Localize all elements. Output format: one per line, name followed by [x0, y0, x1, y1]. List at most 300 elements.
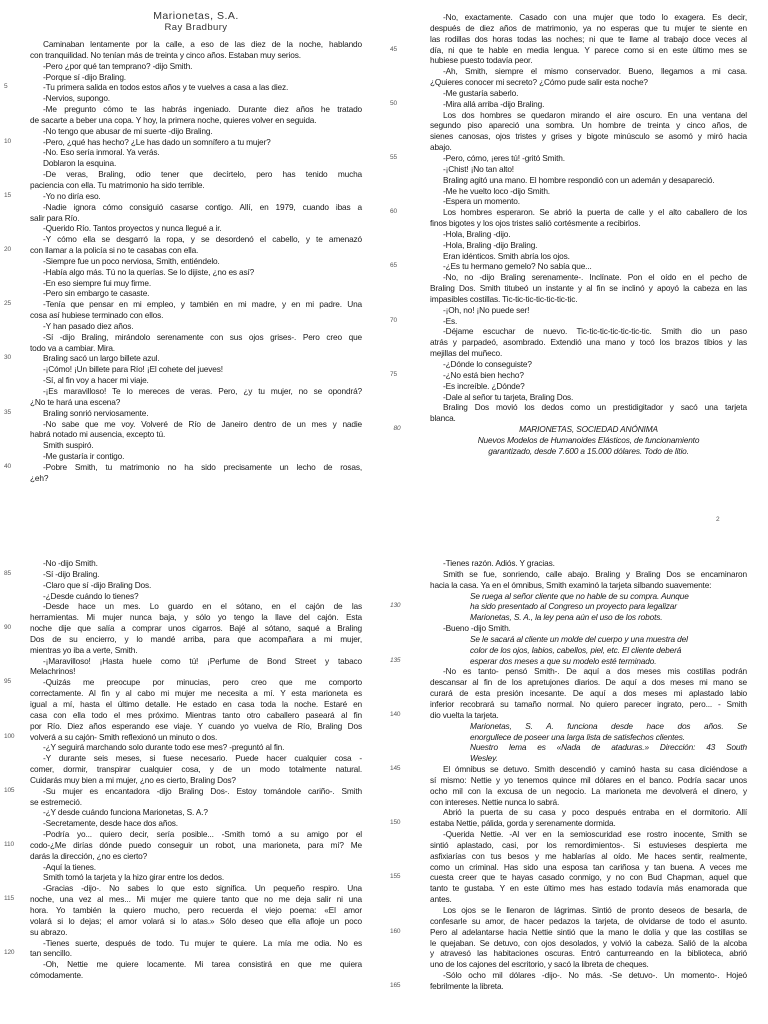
- line-text: casa con ella todo el mes próximo. Mientras tanto otro caballero paseará al fin: [30, 709, 362, 720]
- text-line: [393, 424, 747, 435]
- line-text: -Porque sí -dijo Braling.: [43, 71, 126, 82]
- text-line: [430, 948, 747, 959]
- line-text: Smith suspiró.: [43, 440, 94, 451]
- line-text: noche dije que salía a comprar unos cigarros. Bajé al sótano, saqué a Braling: [30, 623, 362, 634]
- text-line: [430, 402, 747, 413]
- line-text: y atravesó las habitaciones oscuras. Entró canturreando en la biblioteca, abrió: [430, 948, 747, 959]
- line-text: su abrazo.: [30, 926, 68, 937]
- line-text: -Pobre Smith, tu matrimonio no ha sido precisamente un lecho de rosas,: [43, 461, 362, 472]
- line-text: igual a mí, hasta el último detalle. He estado en casa toda la noche. Estaré en: [30, 698, 362, 709]
- line-text: -No es tanto- pensó Smith-. De aquí a dos meses mis costillas podrán: [443, 666, 747, 677]
- text-line: [30, 419, 362, 430]
- line-text: MARIONETAS, SOCIEDAD ANÓNIMA: [519, 424, 658, 435]
- page-body: [390, 558, 747, 992]
- text-line: [430, 337, 747, 348]
- line-number: 135: [390, 656, 401, 664]
- line-text: con llamar a la policía si no te casabas con ella.: [30, 245, 199, 256]
- line-text: Caminaban lentamente por la calle, a eso de las diez de la noche, hablando: [43, 39, 362, 49]
- text-line: [30, 645, 362, 656]
- text-line: [430, 580, 747, 591]
- line-number: 105: [4, 786, 15, 794]
- text-line: [430, 294, 747, 305]
- text-line: [430, 110, 747, 121]
- line-text: cosa así hubiese terminado con ellos.: [30, 310, 164, 321]
- line-text: todo va a cambiar. Mira.: [30, 342, 115, 353]
- line-text: comer, dormir, transpirar cualquier cosa, y de un modo totalmente natural.: [30, 764, 362, 775]
- line-text: -Aquí la tienes.: [43, 861, 96, 872]
- text-line: [430, 699, 747, 710]
- text-line: [430, 938, 747, 949]
- text-line: [30, 851, 362, 862]
- text-line: [430, 612, 747, 623]
- line-text: paciencia con ella. Tu matrimonio ha sido terrible.: [30, 179, 205, 190]
- line-text: -Oh, Nettie me quiere locamente. Mi tarea consistirá en que me quiera: [43, 959, 362, 970]
- line-text: -Y han pasado diez años.: [43, 320, 134, 331]
- line-number: 110: [4, 840, 14, 848]
- text-line: [430, 272, 747, 283]
- line-text: Braling agitó una mano. El hombre respondió con un ademán y desapareció.: [443, 174, 715, 185]
- text-line: [30, 612, 362, 623]
- line-text: -Nadie ignora cómo consiguió casarse contigo. Allí, en 1979, cuando ibas a: [43, 201, 362, 212]
- line-text: -Pero sin embargo te casaste.: [43, 288, 150, 299]
- text-line: [30, 927, 362, 938]
- text-line: [4, 190, 362, 202]
- text-line: [30, 916, 362, 927]
- line-text: Nuevos Modelos de Humanoides Elásticos, de funcionamiento: [477, 434, 700, 445]
- page-2: [384, 0, 768, 512]
- line-number: 30: [4, 354, 11, 362]
- line-text: correctamente. Al fin y al cabo mi mujer me necesita a mí. Y esta marioneta es: [30, 688, 362, 699]
- line-text: finos bigotes y los ojos tristes salió cortésmente a recibirlos.: [430, 218, 641, 229]
- text-line: [430, 446, 747, 457]
- text-line: [430, 569, 747, 580]
- line-number: 25: [4, 300, 11, 308]
- line-number: 115: [4, 895, 14, 903]
- line-text: color de los ojos, labios, cabellos, piel, etc. El cliente deberá: [470, 644, 682, 655]
- text-line: [30, 288, 362, 299]
- line-text: hubiese puesto todavía peor.: [430, 55, 533, 66]
- line-text: de sacarte a beber una copa. Y hoy, la primera noche, quieres volver en seguida.: [30, 114, 317, 125]
- line-text: Braling Dos movió los dedos como un prestidigitador y sacó una tarjeta: [443, 402, 747, 413]
- text-line: [430, 775, 747, 786]
- line-text: con intereses. Nettie nunca lo sabrá.: [430, 796, 560, 807]
- line-text: Abrió la puerta de su casa y poco después entraba en el dormitorio. Allí: [443, 807, 747, 818]
- text-line: [30, 332, 362, 343]
- text-line: [430, 435, 747, 446]
- line-text: -Secretamente, desde hace dos años.: [43, 818, 178, 829]
- text-line: [30, 278, 362, 289]
- line-number: 35: [4, 408, 11, 416]
- line-text: Cuidarás muy bien a mi mujer, ¿no es cierto, Braling Dos?: [30, 774, 236, 785]
- text-line: [390, 926, 747, 938]
- line-text: Los dos hombres se quedaron mirando el aire oscuro. En una ventana del: [443, 109, 747, 120]
- line-text: -Yo no diría eso.: [43, 190, 101, 201]
- text-line: [390, 818, 747, 829]
- page-4: [384, 512, 768, 1024]
- text-line: [30, 938, 362, 949]
- line-text: cuesta creer que te hayas casado conmigo, y no con Bud Chapman, aquel que: [430, 872, 747, 883]
- line-text: enorgullece de poseer una larga lista de satisfechos clientes.: [470, 731, 685, 742]
- text-line: [30, 429, 362, 440]
- text-line: [30, 775, 362, 786]
- line-text: sí mismo: Nettie y yo tenemos quince mil dólares en el banco. Podría sacar unos: [430, 774, 747, 785]
- page-body: [4, 558, 362, 981]
- line-number: 15: [4, 191, 11, 199]
- text-line: [30, 473, 362, 484]
- line-text: -Sí -dijo Braling.: [43, 568, 100, 579]
- text-line: [30, 451, 362, 462]
- line-text: volará si lo dejas; el amor volará si lo atas.» Sólo deseo que ella afloje un poco: [30, 915, 362, 926]
- line-number: 60: [390, 208, 397, 216]
- line-text: ha sido presentado al Congreso un proyecto para legalizar: [470, 601, 677, 612]
- text-line: [4, 839, 362, 851]
- line-text: salir para Río.: [30, 212, 80, 223]
- text-line: [30, 234, 362, 245]
- line-text: -¡Es maravilloso! Te lo mereces de veras. Pero, ¿y tu mujer, no se opondrá?: [43, 386, 362, 396]
- text-line: [30, 764, 362, 775]
- line-text: después de diez años de matrimonio, ya no esperas que tu mujer te siente en: [430, 22, 747, 33]
- text-line: [430, 721, 747, 732]
- text-line: [30, 169, 362, 180]
- text-line: [430, 196, 747, 207]
- text-line: [30, 72, 362, 83]
- text-line: [390, 872, 747, 883]
- text-line: [30, 375, 362, 386]
- text-line: [390, 315, 747, 327]
- line-text: atrás y parpadeó, asombrado. Extendió una mano y tocó los brazos tibios y las: [430, 337, 747, 348]
- line-text: -Y cómo ella se desgarró la ropa, y se desordenó el cabello, y te amenazó: [43, 234, 362, 245]
- text-line: [430, 894, 747, 905]
- line-text: Braling Dos. Smith titubeó un instante y al fin se inclinó y apoyó la cabeza en las: [430, 283, 747, 294]
- line-number: 140: [390, 710, 401, 718]
- line-text: -Querida Nettie. -Al ver en la semioscuridad ese rostro inocente, Smith se: [443, 829, 747, 840]
- text-line: [430, 883, 747, 894]
- text-line: [390, 709, 747, 721]
- document-title: Marionetas, S.A.: [153, 10, 239, 22]
- text-line: [430, 840, 747, 851]
- line-number: 130: [390, 602, 401, 610]
- text-line: [430, 666, 747, 677]
- line-text: Braling sonrió nerviosamente.: [43, 407, 149, 418]
- line-number: 5: [4, 83, 8, 91]
- line-text: -En eso siempre fui muy firme.: [43, 277, 152, 288]
- text-line: [4, 82, 362, 93]
- line-text: segundo piso apareció una sombra. Un hombre de treinta y cinco años, de: [430, 120, 747, 131]
- line-text: -¿Y desde cuándo funciona Marionetas, S. A.?: [43, 807, 208, 818]
- text-line: [430, 677, 747, 688]
- text-line: [430, 326, 747, 337]
- line-text: Melachrinos!: [30, 666, 76, 677]
- line-number: 75: [390, 370, 397, 378]
- line-text: -Déjame escuchar de nuevo. Tic-tic-tic-tic-tic-tic-tic. Smith dio un paso: [443, 326, 747, 337]
- text-line: [4, 461, 362, 473]
- line-text: -¡Maravilloso! ¡Hasta huele como tú! ¡Perfume de Bond Street y tabaco: [43, 655, 362, 666]
- line-text: tanto te gustaba. Y en este último mes has estado todavía más enamorada que: [430, 883, 747, 894]
- text-line: [30, 580, 362, 591]
- line-text: confesarle su amor, de hacer pedazos la tarjeta, de olvidarse de todo el asunto.: [430, 915, 747, 926]
- page-header: [30, 10, 362, 33]
- line-text: -No -dijo Smith.: [43, 558, 98, 568]
- line-text: Smith se fue, sonriendo, calle abajo. Braling y Braling Dos se encaminaron: [443, 568, 747, 579]
- line-text: hacia la casa. Ya en el ómnibus, Smith examinó la tarjeta silbando suavemente:: [430, 579, 712, 590]
- line-text: -No. Eso sería inmoral. Ya verás.: [43, 147, 160, 158]
- text-line: [30, 223, 362, 234]
- text-line: [430, 164, 747, 175]
- line-text: -¿Desde cuándo lo tienes?: [43, 590, 139, 601]
- text-line: [30, 591, 362, 602]
- line-text: abajo.: [430, 142, 452, 153]
- text-line: [30, 397, 362, 408]
- text-line: [430, 970, 747, 981]
- text-line: [30, 440, 362, 451]
- text-line: [430, 34, 747, 45]
- text-line: [430, 645, 747, 656]
- text-line: [390, 980, 747, 992]
- text-line: [30, 115, 362, 126]
- page-body: [4, 39, 362, 484]
- line-text: Marionetas, S. A., la ley pena aún el uso de los robots.: [470, 612, 663, 623]
- text-line: [30, 688, 362, 699]
- text-line: [430, 55, 747, 66]
- line-text: -Me pregunto cómo te las habrás ingeniado. Durante diez años he tratado: [43, 104, 362, 115]
- line-text: -Tienes razón. Adiós. Y gracias.: [443, 558, 555, 568]
- text-line: [4, 299, 362, 310]
- line-text: -¡Chist! ¡No tan alto!: [443, 163, 514, 174]
- line-text: estaba Nettie, pálida, gorda y serenamente dormida.: [430, 818, 616, 829]
- text-line: [390, 152, 747, 164]
- text-line: [30, 343, 362, 354]
- line-number: 45: [390, 45, 397, 53]
- line-text: -Su mujer es encantadora -dijo Braling Dos-. Estoy tomándole cariño-. Smith: [43, 785, 362, 796]
- line-text: ocho mil con la excusa de un negocio. La marioneta me devolverá el dinero, y: [430, 785, 747, 796]
- line-text: Los ojos se le llenaron de lágrimas. Sintió de pronto deseos de besarla, de: [443, 905, 747, 915]
- line-number: 120: [4, 949, 15, 957]
- text-line: [30, 601, 362, 612]
- text-line: [30, 905, 362, 916]
- line-text: cómodamente.: [30, 970, 84, 981]
- text-line: [4, 568, 362, 580]
- line-text: asfixiarías con tus besos y me hablarías al oído. Me haces sentir, realmente,: [430, 850, 747, 861]
- line-text: -Siempre fue un poco nerviosa, Smith, entiéndelo.: [43, 255, 220, 266]
- text-line: [30, 180, 362, 191]
- line-text: descansar al fin de los apretujones diarios. De aquí a dos meses mi mano se: [430, 677, 747, 688]
- line-text: ¿Quieres conocer mi secreto? ¿Cómo pude salir esta noche?: [430, 77, 648, 88]
- text-line: [4, 731, 362, 743]
- text-line: [30, 742, 362, 753]
- line-text: Pero al adelantarse hacia Nettie sintió que la mano le dolía y que las costillas se: [430, 926, 747, 937]
- line-number: 65: [390, 262, 397, 270]
- line-text: Los hombres esperaron. Se abrió la puerta de calle y el alto caballero de los: [443, 207, 747, 218]
- line-text: -¡Cómo! ¡Un billete para Río! ¡El cohete del jueves!: [43, 364, 223, 375]
- text-line: [4, 785, 362, 797]
- page-body: [390, 12, 747, 457]
- text-line: [30, 699, 362, 710]
- line-number: 155: [390, 873, 401, 881]
- text-line: [30, 883, 362, 894]
- text-line: [30, 862, 362, 873]
- text-line: [430, 807, 747, 818]
- text-line: [4, 407, 362, 419]
- line-text: -Me he vuelto loco -dijo Smith.: [443, 185, 550, 196]
- line-text: -¿Es tu hermano gemelo? No sabía que...: [443, 261, 592, 272]
- text-line: [4, 623, 362, 634]
- line-text: volverá a su cajón- Smith reflexionó un minuto o dos.: [30, 731, 218, 742]
- text-line: [390, 98, 747, 110]
- text-line: [4, 677, 362, 688]
- text-line: [430, 634, 747, 645]
- line-text: -Espera un momento.: [443, 196, 520, 207]
- line-text: hora. Yo también la quiero mucho, pero recuerda el viejo poema: «El amor: [30, 905, 362, 915]
- text-line: [390, 764, 747, 775]
- line-text: -Pero ¿por qué tan temprano? -dijo Smith.: [43, 60, 193, 71]
- text-line: [430, 175, 747, 186]
- text-line: [4, 136, 362, 148]
- line-number: 95: [4, 678, 11, 686]
- text-line: [430, 381, 747, 392]
- text-line: [430, 251, 747, 262]
- text-line: [30, 50, 362, 61]
- line-text: -Nervios, supongo.: [43, 93, 110, 104]
- line-text: esperar dos meses a que su modelo esté terminado.: [470, 655, 657, 666]
- text-line: [30, 656, 362, 667]
- line-number: 90: [4, 624, 11, 632]
- line-text: -Sí, al fin voy a hacer mi viaje.: [43, 375, 149, 386]
- line-text: inferior recobrará su tamaño normal. No quiero parecer ingrato, pero... - Smith: [430, 698, 747, 709]
- line-text: tan sencillo.: [30, 948, 72, 959]
- line-text: sienes canosas, ojos tristes y grises y bigote minúsculo se asomó y miró hacia: [430, 131, 747, 142]
- line-text: Smith tomó la tarjeta y la hizo girar entre los dedos.: [43, 872, 224, 883]
- line-text: Se ruega al señor cliente que no hable de su compra. Aunque: [470, 590, 689, 601]
- text-line: [430, 348, 747, 359]
- text-line: [30, 364, 362, 375]
- text-line: [30, 147, 362, 158]
- line-text: Doblaron la esquina.: [43, 158, 117, 169]
- line-text: -Tienes suerte, después de todo. Tu mujer te quiere. La mía me odia. No es: [43, 937, 362, 948]
- line-text: impasibles costillas. Tic-tic-tic-tic-tic-tic-tic.: [430, 293, 578, 304]
- text-line: [430, 186, 747, 197]
- text-line: [430, 120, 747, 131]
- line-number: 80: [393, 425, 401, 433]
- line-text: Braling sacó un largo billete azul.: [43, 353, 160, 364]
- line-text: -Mira allá arriba -dijo Braling.: [443, 98, 545, 109]
- line-text: -Había algo más. Tú no la querías. Se lo dijiste, ¿no es así?: [43, 266, 255, 277]
- text-line: [30, 126, 362, 137]
- text-line: [30, 829, 362, 840]
- line-text: -¿No está bien hecho?: [443, 369, 524, 380]
- line-text: -Gracias -dijo-. No sabes lo que esto significa. Un pequeño respiro. Una: [43, 883, 362, 894]
- line-text: -Podría yo... quiero decir, sería posible... -Smith tomó a su amigo por el: [43, 829, 362, 840]
- text-line: [430, 305, 747, 316]
- text-line: [430, 591, 747, 602]
- line-text: blanca.: [430, 413, 456, 424]
- text-line: [30, 807, 362, 818]
- text-line: [430, 688, 747, 699]
- text-line: [390, 207, 747, 218]
- line-text: -Sí -dijo Braling, mirándolo serenamente con sus ojos grises-. Pero creo que: [43, 331, 362, 342]
- text-line: [430, 413, 747, 424]
- text-line: [430, 742, 747, 753]
- line-number: 160: [390, 927, 401, 935]
- line-text: dio vuelta la tarjeta.: [430, 709, 499, 720]
- page-1: [0, 0, 384, 512]
- line-number: 100: [4, 732, 15, 740]
- line-text: -Bueno -dijo Smith.: [443, 623, 511, 634]
- text-line: [30, 872, 362, 883]
- line-text: -Quizás me preocupe por minucias, pero creo que me comporto: [43, 677, 362, 688]
- line-text: -Dale al señor tu tarjeta, Braling Dos.: [443, 391, 574, 402]
- text-line: [30, 386, 362, 397]
- text-line: [430, 88, 747, 99]
- text-line: [430, 77, 747, 88]
- text-line: [30, 256, 362, 267]
- text-line: [30, 202, 362, 213]
- line-text: -No sabe que me voy. Volveré de Río de Janeiro dentro de un mes y nadie: [43, 418, 362, 429]
- text-line: [30, 61, 362, 72]
- line-text: garantizado, desde 7.600 a 15.000 dólares. Todo de litio.: [488, 445, 689, 456]
- text-line: [4, 353, 362, 364]
- line-text: febrilmente la libreta.: [430, 980, 504, 991]
- text-line: [430, 131, 747, 142]
- line-number: 165: [390, 981, 401, 989]
- text-line: [430, 916, 747, 927]
- line-text: El ómnibus se detuvo. Smith descendió y caminó hasta su casa diciéndose a: [443, 764, 747, 775]
- line-text: le quejaban. Se detuvo, con ojos desolados, y volvió la cabeza. Salió de la alcoba: [430, 937, 747, 948]
- text-line: [430, 392, 747, 403]
- line-text: -Y durante seis meses, si fuese necesario. Puede hacer cualquier cosa -: [43, 753, 362, 764]
- text-line: [430, 142, 747, 153]
- text-line: [390, 261, 747, 272]
- line-text: ¿No te hará una escena?: [30, 396, 121, 407]
- line-number: 150: [390, 819, 401, 827]
- line-number: 10: [4, 137, 11, 145]
- line-text: codo-¿Me dirías dónde puedo conseguir un robot, una marioneta, para mí? Me: [30, 839, 362, 850]
- text-line: [430, 797, 747, 808]
- text-line: [4, 894, 362, 905]
- text-line: [430, 753, 747, 764]
- line-text: Nuestro lema es «Nada de ataduras.» Dirección: 43 South: [470, 742, 747, 753]
- text-line: [30, 267, 362, 278]
- line-text: habrá notado mi ausencia, excepto tú.: [30, 429, 166, 440]
- line-text: noche, una vez al mes... Mi mujer me quiere tanto que no me deja salir ni una: [30, 894, 362, 905]
- line-text: por Río. Diez años esperando ese viaje. Y cuando yo vuelva de Río, Braling Dos: [30, 720, 362, 731]
- line-text: mejillas del muñeco.: [430, 348, 503, 359]
- line-text: Marionetas, S. A. funciona desde hace dos años. Se: [470, 720, 747, 731]
- line-text: -Pero, cómo, ¡eres tú! -gritó Smith.: [443, 152, 565, 163]
- line-text: curará de esta presión incesante. De aquí a dos meses mi aplastado labio: [430, 688, 747, 699]
- line-text: -Es.: [443, 315, 458, 326]
- line-text: Dos de su encierro, y lo mandé arriba, para que acompañara a mi mujer,: [30, 633, 362, 644]
- text-line: [30, 753, 362, 764]
- line-text: ¿eh?: [30, 472, 49, 483]
- line-number: 50: [390, 99, 397, 107]
- line-number: 20: [4, 246, 11, 254]
- line-text: se estremeció.: [30, 796, 82, 807]
- text-line: [4, 245, 362, 256]
- text-line: [430, 959, 747, 970]
- line-text: uno de los cajones del escritorio, y sacó la libreta de cheques.: [430, 959, 649, 970]
- text-line: [30, 721, 362, 732]
- line-text: -Es increíble. ¿Dónde?: [443, 380, 525, 391]
- line-text: -Hola, Braling -dijo Braling.: [443, 239, 538, 250]
- text-line: [390, 601, 747, 612]
- text-line: [430, 829, 747, 840]
- text-line: [30, 104, 362, 115]
- text-line: [30, 959, 362, 970]
- text-line: [430, 359, 747, 370]
- text-line: [430, 240, 747, 251]
- text-line: [430, 623, 747, 634]
- line-text: mientras yo iba a verte, Smith.: [30, 644, 138, 655]
